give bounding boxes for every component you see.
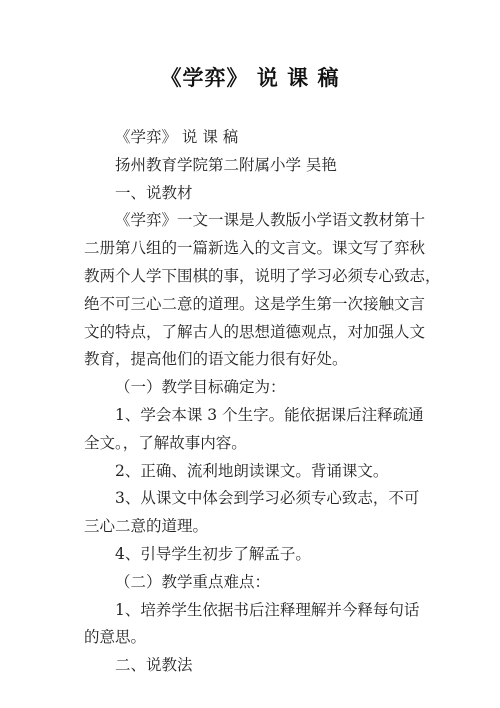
text-line: 1、培养学生依据书后注释理解并今释每句话 (115, 600, 420, 619)
document-body (84, 124, 441, 680)
text-line: （二）教学重点难点： (115, 572, 271, 591)
text-line: 二册第八组的一篇新选入的文言文。课文写了弈秋 (84, 239, 426, 258)
text-line: 《学弈》一文一课是人教版小学语文教材第十 (115, 211, 426, 230)
text-line: 2、正确、流利地朗读课文。背诵课文。 (115, 461, 389, 480)
text-line: 《学弈》 说 课 稿 (115, 128, 239, 146)
text-line: 的意思。 (84, 628, 147, 647)
text-line: 扬州教育学院第二附属小学 吴艳 (115, 155, 337, 174)
text-line: 一、说教材 (115, 183, 193, 202)
text-line: 全文。，了解故事内容。 (84, 433, 247, 452)
text-line: 3、从课文中体会到学习必须专心致志，不可 (115, 489, 420, 508)
text-line: 文的特点，了解古人的思想道德观点，对加强人文 (84, 322, 426, 341)
text-line: 4、引导学生初步了解孟子。 (115, 544, 311, 563)
text-line: （一）教学目标确定为： (115, 378, 286, 397)
text-line: 教两个人学下围棋的事，说明了学习必须专心致志， (84, 266, 441, 285)
text-line: 二、说教法 (115, 656, 193, 675)
document-title: 《学弈》 说 课 稿 (160, 66, 340, 90)
text-line: 1、学会本课 3 个生字。能依据课后注释疏通 (115, 405, 424, 424)
text-line: 绝不可三心二意的道理。这是学生第一次接触文言 (84, 294, 426, 313)
text-line: 教育，提高他们的语文能力很有好处。 (84, 350, 348, 369)
text-line: 三心二意的道理。 (84, 517, 209, 536)
